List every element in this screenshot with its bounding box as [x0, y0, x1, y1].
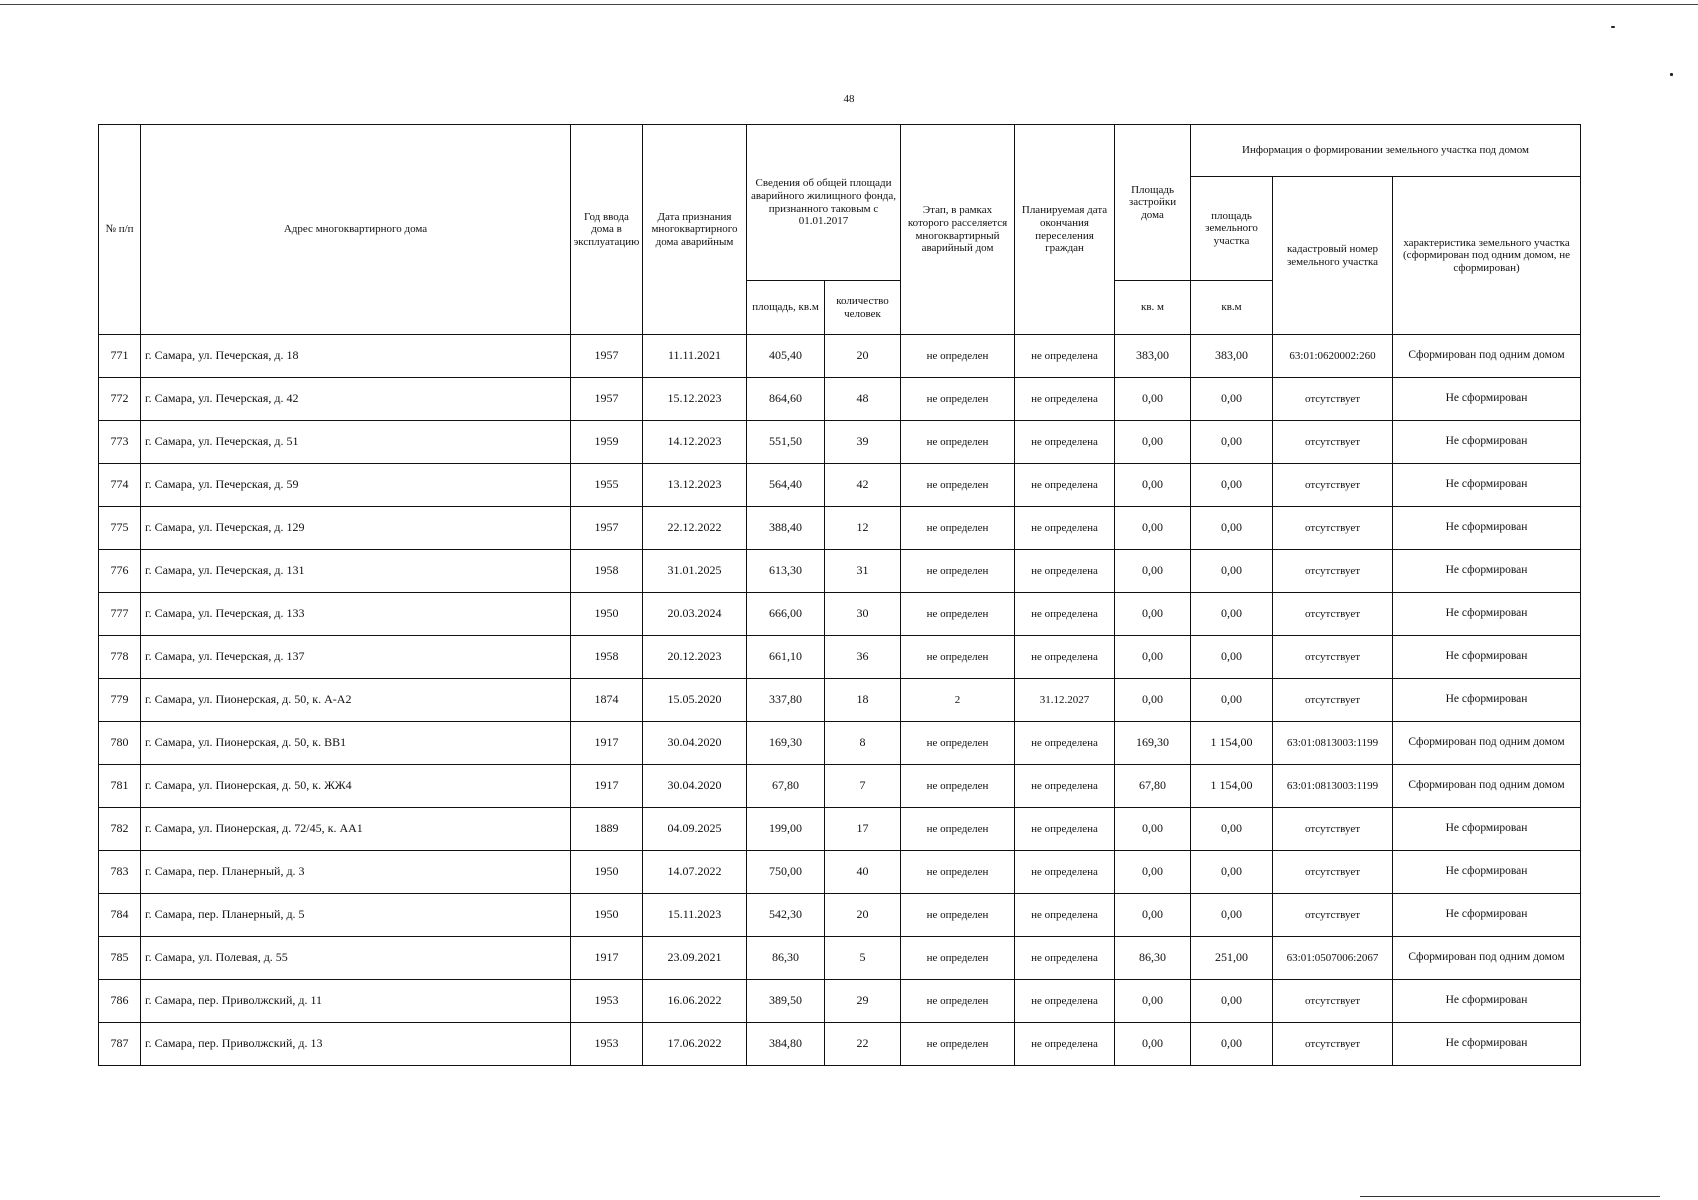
row-people: 12 [825, 507, 901, 550]
table-row [99, 765, 1581, 808]
row-address: г. Самара, ул. Печерская, д. 51 [141, 421, 571, 464]
table-row [99, 937, 1581, 980]
row-date: 30.04.2020 [643, 722, 747, 765]
row-planned: не определена [1015, 421, 1115, 464]
scan-edge-bottom [1360, 1196, 1660, 1197]
row-land-area: 0,00 [1191, 679, 1273, 722]
table-row [99, 1023, 1581, 1066]
row-num: 784 [99, 894, 141, 937]
row-cadastral: 63:01:0507006:2067 [1273, 937, 1393, 980]
row-planned: 31.12.2027 [1015, 679, 1115, 722]
row-cadastral: отсутствует [1273, 1023, 1393, 1066]
row-stage: не определен [901, 937, 1015, 980]
header-area-info: Сведения об общей площади аварийного жилищного фонда, признанного таковым с 01.01.2017 [747, 125, 901, 281]
row-people: 8 [825, 722, 901, 765]
row-address: г. Самара, ул. Печерская, д. 42 [141, 378, 571, 421]
row-characteristic: Не сформирован [1393, 1023, 1581, 1066]
row-planned: не определена [1015, 507, 1115, 550]
row-planned: не определена [1015, 335, 1115, 378]
row-stage: не определен [901, 765, 1015, 808]
row-num: 771 [99, 335, 141, 378]
row-area: 337,80 [747, 679, 825, 722]
row-people: 20 [825, 335, 901, 378]
row-date: 23.09.2021 [643, 937, 747, 980]
row-planned: не определена [1015, 937, 1115, 980]
header-land-unit: кв.м [1191, 281, 1273, 335]
row-characteristic: Не сформирован [1393, 851, 1581, 894]
row-num: 782 [99, 808, 141, 851]
row-characteristic: Сформирован под одним домом [1393, 722, 1581, 765]
row-land-area: 1 154,00 [1191, 765, 1273, 808]
header-recognized-date: Дата признания многоквартирного дома аварийным [643, 125, 747, 335]
row-land-area: 0,00 [1191, 636, 1273, 679]
row-characteristic: Не сформирован [1393, 507, 1581, 550]
row-num: 785 [99, 937, 141, 980]
row-num: 773 [99, 421, 141, 464]
row-build-area: 0,00 [1115, 636, 1191, 679]
row-cadastral: отсутствует [1273, 980, 1393, 1023]
row-num: 778 [99, 636, 141, 679]
row-people: 48 [825, 378, 901, 421]
row-build-area: 0,00 [1115, 593, 1191, 636]
row-address: г. Самара, ул. Пионерская, д. 50, к. ВВ1 [141, 722, 571, 765]
row-date: 16.06.2022 [643, 980, 747, 1023]
row-date: 31.01.2025 [643, 550, 747, 593]
header-characteristic: характеристика земельного участка (сформирован под одним домом, не сформирован) [1393, 177, 1581, 335]
row-build-area: 0,00 [1115, 980, 1191, 1023]
row-address: г. Самара, пер. Приволжский, д. 11 [141, 980, 571, 1023]
table-row [99, 980, 1581, 1023]
table-row [99, 894, 1581, 937]
table-row [99, 421, 1581, 464]
row-area: 666,00 [747, 593, 825, 636]
row-build-area: 0,00 [1115, 507, 1191, 550]
row-build-area: 0,00 [1115, 894, 1191, 937]
row-area: 613,30 [747, 550, 825, 593]
row-land-area: 383,00 [1191, 335, 1273, 378]
row-address: г. Самара, ул. Пионерская, д. 50, к. ЖЖ4 [141, 765, 571, 808]
row-people: 31 [825, 550, 901, 593]
row-stage: не определен [901, 1023, 1015, 1066]
scan-edge-top [0, 4, 1698, 5]
row-year: 1953 [571, 980, 643, 1023]
row-characteristic: Не сформирован [1393, 980, 1581, 1023]
row-address: г. Самара, ул. Печерская, д. 137 [141, 636, 571, 679]
row-characteristic: Сформирован под одним домом [1393, 335, 1581, 378]
row-year: 1950 [571, 894, 643, 937]
row-area: 86,30 [747, 937, 825, 980]
table-row [99, 722, 1581, 765]
row-characteristic: Сформирован под одним домом [1393, 765, 1581, 808]
scan-speck [1611, 26, 1615, 28]
row-address: г. Самара, ул. Пионерская, д. 50, к. А-А2 [141, 679, 571, 722]
row-planned: не определена [1015, 636, 1115, 679]
header-build-unit: кв. м [1115, 281, 1191, 335]
row-cadastral: отсутствует [1273, 507, 1393, 550]
row-address: г. Самара, пер. Приволжский, д. 13 [141, 1023, 571, 1066]
emergency-housing-table [98, 124, 1581, 1066]
row-stage: не определен [901, 464, 1015, 507]
row-area: 384,80 [747, 1023, 825, 1066]
table-row [99, 636, 1581, 679]
row-num: 774 [99, 464, 141, 507]
table-row [99, 335, 1581, 378]
row-stage: не определен [901, 722, 1015, 765]
row-address: г. Самара, пер. Планерный, д. 5 [141, 894, 571, 937]
row-build-area: 383,00 [1115, 335, 1191, 378]
row-land-area: 0,00 [1191, 980, 1273, 1023]
row-year: 1917 [571, 722, 643, 765]
row-date: 30.04.2020 [643, 765, 747, 808]
row-area: 564,40 [747, 464, 825, 507]
header-build-area: Площадь застройки дома [1115, 125, 1191, 281]
table-row [99, 808, 1581, 851]
row-planned: не определена [1015, 593, 1115, 636]
row-stage: не определен [901, 894, 1015, 937]
row-year: 1957 [571, 378, 643, 421]
row-year: 1957 [571, 507, 643, 550]
row-land-area: 0,00 [1191, 1023, 1273, 1066]
row-year: 1955 [571, 464, 643, 507]
row-people: 30 [825, 593, 901, 636]
row-year: 1917 [571, 765, 643, 808]
row-land-area: 0,00 [1191, 593, 1273, 636]
row-cadastral: отсутствует [1273, 550, 1393, 593]
table-row [99, 851, 1581, 894]
row-area: 750,00 [747, 851, 825, 894]
table-body [99, 335, 1581, 1066]
row-stage: не определен [901, 507, 1015, 550]
row-address: г. Самара, ул. Печерская, д. 59 [141, 464, 571, 507]
row-address: г. Самара, пер. Планерный, д. 3 [141, 851, 571, 894]
row-year: 1959 [571, 421, 643, 464]
row-stage: 2 [901, 679, 1015, 722]
row-stage: не определен [901, 980, 1015, 1023]
row-date: 04.09.2025 [643, 808, 747, 851]
table-row [99, 593, 1581, 636]
row-area: 67,80 [747, 765, 825, 808]
row-date: 22.12.2022 [643, 507, 747, 550]
row-people: 39 [825, 421, 901, 464]
row-planned: не определена [1015, 1023, 1115, 1066]
row-year: 1953 [571, 1023, 643, 1066]
row-people: 5 [825, 937, 901, 980]
row-land-area: 0,00 [1191, 808, 1273, 851]
row-num: 783 [99, 851, 141, 894]
row-num: 787 [99, 1023, 141, 1066]
row-cadastral: отсутствует [1273, 808, 1393, 851]
row-planned: не определена [1015, 851, 1115, 894]
row-build-area: 67,80 [1115, 765, 1191, 808]
row-people: 22 [825, 1023, 901, 1066]
row-num: 786 [99, 980, 141, 1023]
row-stage: не определен [901, 808, 1015, 851]
header-stage: Этап, в рамках которого расселяется многоквартирный аварийный дом [901, 125, 1015, 335]
row-date: 15.12.2023 [643, 378, 747, 421]
row-people: 7 [825, 765, 901, 808]
row-people: 42 [825, 464, 901, 507]
row-characteristic: Не сформирован [1393, 894, 1581, 937]
row-characteristic: Не сформирован [1393, 593, 1581, 636]
row-characteristic: Не сформирован [1393, 679, 1581, 722]
row-cadastral: отсутствует [1273, 894, 1393, 937]
row-address: г. Самара, ул. Пионерская, д. 72/45, к. АА1 [141, 808, 571, 851]
header-address: Адрес многоквартирного дома [141, 125, 571, 335]
row-area: 388,40 [747, 507, 825, 550]
row-planned: не определена [1015, 765, 1115, 808]
row-num: 775 [99, 507, 141, 550]
row-build-area: 169,30 [1115, 722, 1191, 765]
row-address: г. Самара, ул. Печерская, д. 129 [141, 507, 571, 550]
row-people: 40 [825, 851, 901, 894]
row-cadastral: отсутствует [1273, 378, 1393, 421]
row-land-area: 0,00 [1191, 378, 1273, 421]
row-stage: не определен [901, 636, 1015, 679]
row-people: 29 [825, 980, 901, 1023]
row-address: г. Самара, ул. Полевая, д. 55 [141, 937, 571, 980]
row-characteristic: Не сформирован [1393, 378, 1581, 421]
row-land-area: 0,00 [1191, 894, 1273, 937]
row-build-area: 0,00 [1115, 464, 1191, 507]
row-date: 15.05.2020 [643, 679, 747, 722]
table-row [99, 550, 1581, 593]
row-build-area: 0,00 [1115, 808, 1191, 851]
header-people: количество человек [825, 281, 901, 335]
row-num: 777 [99, 593, 141, 636]
document-sheet [98, 124, 1581, 1066]
row-people: 17 [825, 808, 901, 851]
row-cadastral: отсутствует [1273, 593, 1393, 636]
row-stage: не определен [901, 550, 1015, 593]
row-land-area: 0,00 [1191, 507, 1273, 550]
table-row [99, 378, 1581, 421]
row-land-area: 1 154,00 [1191, 722, 1273, 765]
row-area: 199,00 [747, 808, 825, 851]
row-people: 36 [825, 636, 901, 679]
row-planned: не определена [1015, 464, 1115, 507]
row-date: 11.11.2021 [643, 335, 747, 378]
row-planned: не определена [1015, 722, 1115, 765]
row-year: 1950 [571, 593, 643, 636]
row-stage: не определен [901, 593, 1015, 636]
row-area: 169,30 [747, 722, 825, 765]
row-land-area: 0,00 [1191, 421, 1273, 464]
row-characteristic: Не сформирован [1393, 550, 1581, 593]
row-num: 780 [99, 722, 141, 765]
row-stage: не определен [901, 421, 1015, 464]
row-characteristic: Сформирован под одним домом [1393, 937, 1581, 980]
row-cadastral: 63:01:0620002:260 [1273, 335, 1393, 378]
header-year: Год ввода дома в эксплуатацию [571, 125, 643, 335]
table-row [99, 464, 1581, 507]
row-stage: не определен [901, 335, 1015, 378]
row-num: 772 [99, 378, 141, 421]
header-land-info: Информация о формировании земельного участка под домом [1191, 125, 1581, 177]
row-address: г. Самара, ул. Печерская, д. 18 [141, 335, 571, 378]
row-num: 781 [99, 765, 141, 808]
table-row [99, 507, 1581, 550]
row-build-area: 0,00 [1115, 378, 1191, 421]
row-area: 389,50 [747, 980, 825, 1023]
row-cadastral: 63:01:0813003:1199 [1273, 722, 1393, 765]
row-date: 17.06.2022 [643, 1023, 747, 1066]
row-date: 20.03.2024 [643, 593, 747, 636]
row-year: 1874 [571, 679, 643, 722]
scan-speck [1670, 73, 1673, 76]
row-planned: не определена [1015, 550, 1115, 593]
row-year: 1958 [571, 550, 643, 593]
header-num: № п/п [99, 125, 141, 335]
row-address: г. Самара, ул. Печерская, д. 131 [141, 550, 571, 593]
page-number: 48 [843, 93, 855, 105]
row-address: г. Самара, ул. Печерская, д. 133 [141, 593, 571, 636]
row-date: 20.12.2023 [643, 636, 747, 679]
row-cadastral: отсутствует [1273, 464, 1393, 507]
row-cadastral: 63:01:0813003:1199 [1273, 765, 1393, 808]
row-area: 661,10 [747, 636, 825, 679]
row-date: 14.07.2022 [643, 851, 747, 894]
row-characteristic: Не сформирован [1393, 464, 1581, 507]
header-land-area: площадь земельного участка [1191, 177, 1273, 281]
header-area-sqm: площадь, кв.м [747, 281, 825, 335]
row-area: 405,40 [747, 335, 825, 378]
row-land-area: 0,00 [1191, 851, 1273, 894]
row-land-area: 251,00 [1191, 937, 1273, 980]
row-people: 20 [825, 894, 901, 937]
row-characteristic: Не сформирован [1393, 808, 1581, 851]
row-cadastral: отсутствует [1273, 636, 1393, 679]
row-cadastral: отсутствует [1273, 851, 1393, 894]
row-cadastral: отсутствует [1273, 421, 1393, 464]
row-num: 776 [99, 550, 141, 593]
row-cadastral: отсутствует [1273, 679, 1393, 722]
row-planned: не определена [1015, 980, 1115, 1023]
row-characteristic: Не сформирован [1393, 636, 1581, 679]
row-build-area: 0,00 [1115, 550, 1191, 593]
row-build-area: 0,00 [1115, 1023, 1191, 1066]
row-area: 864,60 [747, 378, 825, 421]
row-build-area: 0,00 [1115, 851, 1191, 894]
row-num: 779 [99, 679, 141, 722]
table-row [99, 679, 1581, 722]
row-stage: не определен [901, 378, 1015, 421]
row-land-area: 0,00 [1191, 464, 1273, 507]
header-cadastral: кадастровый номер земельного участка [1273, 177, 1393, 335]
row-area: 551,50 [747, 421, 825, 464]
row-planned: не определена [1015, 378, 1115, 421]
row-date: 15.11.2023 [643, 894, 747, 937]
row-date: 13.12.2023 [643, 464, 747, 507]
row-planned: не определена [1015, 894, 1115, 937]
row-year: 1889 [571, 808, 643, 851]
row-people: 18 [825, 679, 901, 722]
row-characteristic: Не сформирован [1393, 421, 1581, 464]
row-land-area: 0,00 [1191, 550, 1273, 593]
row-build-area: 0,00 [1115, 679, 1191, 722]
row-year: 1958 [571, 636, 643, 679]
row-stage: не определен [901, 851, 1015, 894]
row-build-area: 0,00 [1115, 421, 1191, 464]
row-build-area: 86,30 [1115, 937, 1191, 980]
row-year: 1950 [571, 851, 643, 894]
row-year: 1957 [571, 335, 643, 378]
row-year: 1917 [571, 937, 643, 980]
row-date: 14.12.2023 [643, 421, 747, 464]
row-area: 542,30 [747, 894, 825, 937]
table-header [99, 125, 1581, 335]
header-planned-date: Планируемая дата окончания переселения граждан [1015, 125, 1115, 335]
row-planned: не определена [1015, 808, 1115, 851]
